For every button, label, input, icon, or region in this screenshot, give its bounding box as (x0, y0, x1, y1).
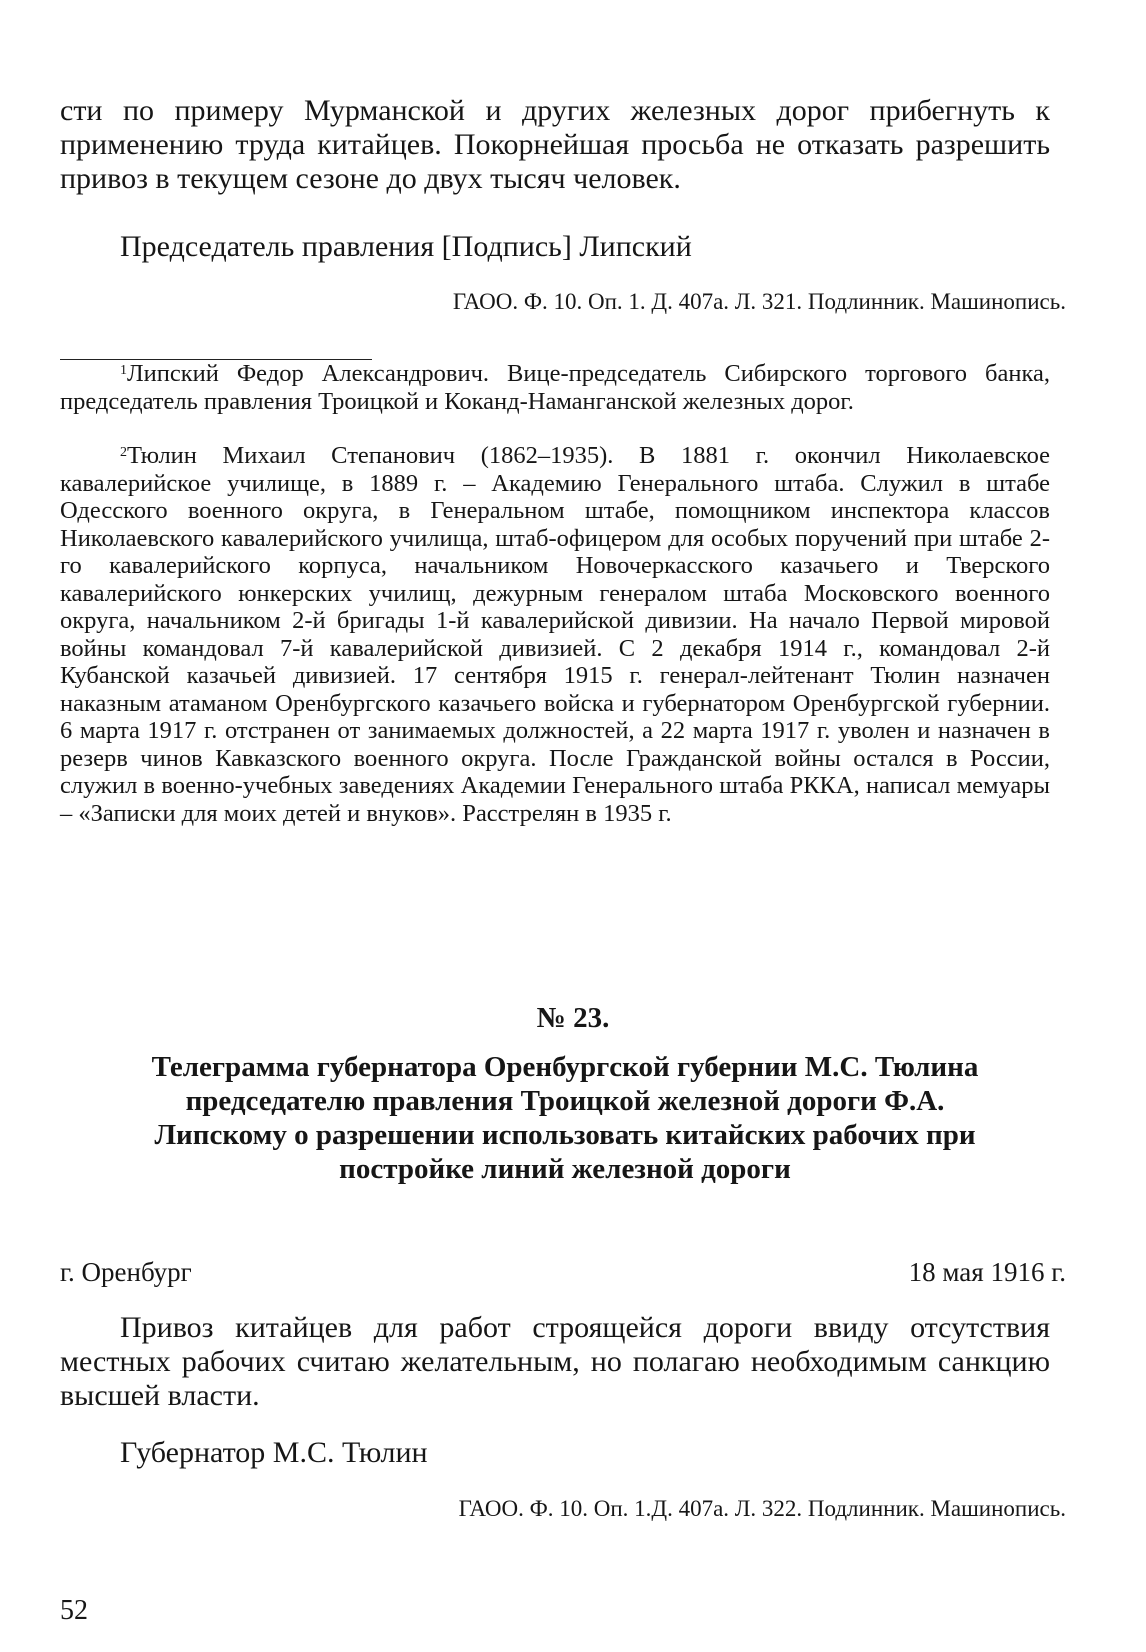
footnote-2 (60, 442, 1050, 827)
continuation-paragraph: сти по примеру Мурманской и других железных дорог прибегнуть к применению труда китайцев. Покорнейшая просьба не отказать разрешить привоз в текущем сезоне до двух тысяч человек. (60, 94, 1050, 195)
document-title: Телеграмма губернатора Оренбургской губернии М.С. Тюлина председателю правления Троицкой железной дороги Ф.А. Липскому о разрешении использовать китайских рабочих при постройке линий железной дороги (151, 1051, 979, 1185)
footnote-2-text: Тюлин Михаил Степанович (1862–1935). В 1881 г. окончил Николаевское кавалерийское училище, в 1889 г. – Академию Генерального штаба. Служил в штабе Одесского военного округа, в Генеральном штабе, помощником инспектора классов Николаевского кавалерийского училища, штаб-офицером для особых поручений при штабе 2-го кавалерийского корпуса, начальником Новочеркасского казачьего и Тверского кавалерийского юнкерских училищ, дежурным генералом штаба Московского военного округа, начальником 2-й бригады 1-й кавалерийской дивизии. На начало Первой мировой войны командовал 7-й кавалерийской дивизией. С 2 декабря 1914 г., командовал 2-й Кубанской казачьей дивизией. 17 сентября 1915 г. генерал-лейтенант Тюлин назначен наказным атаманом Оренбургского казачьего войска и губернатором Оренбургской губернии. 6 марта 1917 г. отстранен от занимаемых должностей, а 22 марта 1917 г. уволен и назначен в резерв чинов Кавказского военного округа. После Гражданской войны остался в России, служил в военно-учебных заведениях Академии Генерального штаба РККА, написал мемуары – «Записки для моих детей и внуков». Расстрелян в 1935 г. (60, 442, 1050, 827)
page-number: 52 (60, 1595, 88, 1626)
document-body: Привоз китайцев для работ строящейся дороги ввиду отсутствия местных рабочих считаю желательным, но полагаю необходимым санкцию высшей власти. (60, 1311, 1050, 1412)
document-signature: Губернатор М.С. Тюлин (120, 1436, 428, 1469)
footnote-2-mark: 2 (120, 445, 127, 460)
continuation-archive-source: ГАОО. Ф. 10. Оп. 1. Д. 407а. Л. 321. Подлинник. Машинопись. (452, 289, 1066, 314)
document-number: № 23. (536, 1002, 610, 1034)
footnote-1-text: Липский Федор Александрович. Вице-председатель Сибирского торгового банка, председатель правления Троицкой и Коканд-Наманганской железных дорог. (60, 360, 1050, 415)
document-archive-source: ГАОО. Ф. 10. Оп. 1.Д. 407а. Л. 322. Подлинник. Машинопись. (458, 1496, 1066, 1521)
document-place: г. Оренбург (60, 1257, 192, 1287)
footnote-1 (60, 360, 1050, 415)
document-date: 18 мая 1916 г. (908, 1257, 1066, 1287)
footnote-1-mark: 1 (120, 363, 127, 378)
continuation-signature: Председатель правления [Подпись] Липский (120, 230, 692, 263)
